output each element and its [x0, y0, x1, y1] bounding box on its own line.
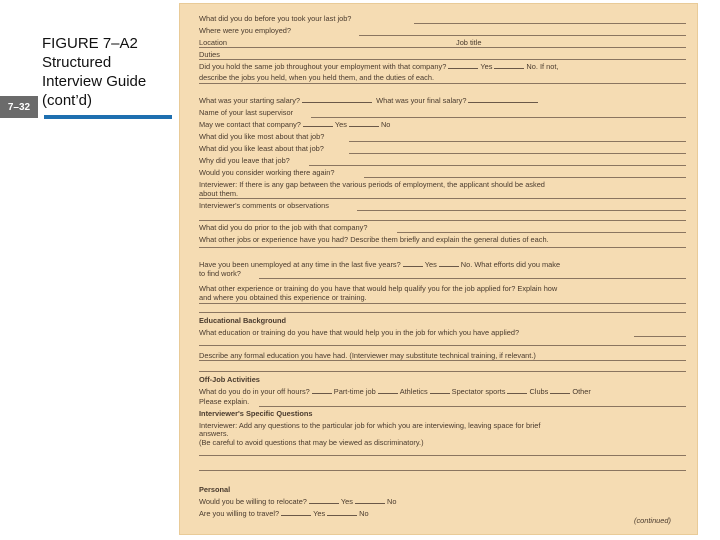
option-no: No	[359, 509, 369, 518]
q-off-hours	[199, 387, 591, 396]
q-like-least: What did you like least about that job?	[199, 144, 324, 153]
option-other: Other	[572, 387, 591, 396]
option-no: No	[386, 497, 397, 506]
answer-line	[199, 470, 686, 471]
answer-line	[199, 59, 686, 60]
section-personal: Personal	[199, 485, 231, 494]
q-describe-jobs: describe the jobs you held, when you held them, and the duties of each.	[199, 73, 435, 82]
q-off-hours-text: What do you do in your off hours?	[199, 387, 310, 396]
slide-number: 7–32	[0, 96, 38, 118]
q-formal-education: Describe any formal education you have had. (Interviewer may substitute technical training, if relevant.)	[199, 351, 536, 360]
discrimination-caution: (Be careful to avoid questions that may be viewed as discriminatory.)	[199, 438, 424, 447]
option-yes: Yes	[480, 62, 493, 71]
option-no: No. What efforts did you make	[460, 260, 561, 269]
q-work-again: Would you consider working there again?	[199, 168, 335, 177]
answer-line	[414, 23, 686, 24]
final-salary-label: What was your final salary?	[376, 96, 467, 105]
q-where-employed: Where were you employed?	[199, 26, 292, 35]
q-travel-text: Are you willing to travel?	[199, 509, 280, 518]
answer-line	[199, 345, 686, 346]
q-prior-job: What did you do prior to the job with that company?	[199, 223, 368, 232]
q-unemployed-text: Have you been unemployed at any time in the last five years?	[199, 260, 401, 269]
answer-line	[199, 220, 686, 221]
caption-line: (cont’d)	[42, 92, 93, 109]
q-other-experience: What other experience or training do you have that would help qualify you for the job applied for? Explain how	[199, 284, 558, 293]
q-why-leave: Why did you leave that job?	[199, 156, 290, 165]
answer-line	[199, 198, 686, 199]
answer-line	[309, 165, 686, 166]
answer-blank	[468, 96, 538, 103]
caption-underline	[44, 115, 172, 119]
answer-blank	[430, 387, 450, 394]
answer-line	[199, 83, 686, 84]
option-clubs: Clubs	[529, 387, 549, 396]
q-before-last-job: What did you do before you took your last job?	[199, 14, 352, 23]
option-no: No. If not,	[526, 62, 559, 71]
answer-line	[634, 336, 686, 337]
answer-blank	[281, 509, 311, 516]
option-spectator-sports: Spectator sports	[451, 387, 506, 396]
caption-line: FIGURE 7–A2	[42, 35, 138, 52]
q-education: What education or training do you have that would help you in the job for which you have applied?	[199, 328, 520, 337]
answer-line	[259, 406, 686, 407]
answer-blank	[448, 62, 478, 69]
option-no: No	[380, 120, 391, 129]
q-contact-text: May we contact that company?	[199, 120, 301, 129]
answer-line	[199, 360, 686, 361]
interviewer-gap-note: Interviewer: If there is any gap between the various periods of employment, the applicant should be asked	[199, 180, 545, 189]
q-travel	[199, 509, 369, 518]
answer-blank	[403, 260, 423, 267]
answer-line	[364, 177, 686, 178]
q-relocate-text: Would you be willing to relocate?	[199, 497, 307, 506]
answer-blank	[494, 62, 524, 69]
q-same-job	[199, 62, 558, 71]
interviewer-add-questions-cont: answers.	[199, 429, 229, 438]
location-label: Location	[199, 38, 227, 47]
section-educational-background: Educational Background	[199, 316, 287, 325]
answer-blank	[355, 497, 385, 504]
q-last-supervisor: Name of your last supervisor	[199, 108, 294, 117]
option-athletics: Athletics	[399, 387, 428, 396]
caption-line: Interview Guide	[42, 73, 147, 90]
q-other-experience-cont: and where you obtained this experience or training.	[199, 293, 367, 302]
option-yes: Yes	[340, 497, 353, 506]
interview-guide-form	[179, 3, 698, 535]
option-part-time-job: Part-time job	[333, 387, 376, 396]
interviewer-add-questions-note: Interviewer: Add any questions to the particular job for which you are interviewing, leaving space for brief	[199, 421, 541, 430]
answer-blank	[550, 387, 570, 394]
please-explain-label: Please explain.	[199, 397, 250, 406]
answer-line	[311, 117, 686, 118]
q-contact-company	[199, 120, 390, 129]
answer-line	[199, 455, 686, 456]
answer-line	[259, 278, 686, 279]
answer-line	[349, 141, 686, 142]
duties-label: Duties	[199, 50, 220, 59]
answer-line	[199, 371, 686, 372]
answer-line	[359, 35, 686, 36]
answer-line	[357, 210, 686, 211]
figure-caption	[42, 34, 177, 110]
continued-note: (continued)	[634, 516, 671, 525]
answer-blank	[303, 120, 333, 127]
interviewer-gap-note-cont: about them.	[199, 189, 239, 198]
answer-line	[199, 312, 686, 313]
caption-line: Structured	[42, 54, 112, 71]
answer-blank	[439, 260, 459, 267]
q-same-job-text: Did you hold the same job throughout your employment with that company?	[199, 62, 447, 71]
q-find-work: to find work?	[199, 269, 241, 278]
q-unemployed	[199, 260, 560, 269]
q-salaries	[199, 96, 540, 105]
starting-salary-label: What was your starting salary?	[199, 96, 301, 105]
answer-blank	[302, 96, 372, 103]
answer-line	[199, 47, 686, 48]
option-yes: Yes	[334, 120, 347, 129]
section-off-job-activities: Off-Job Activities	[199, 375, 260, 384]
answer-blank	[312, 387, 332, 394]
answer-blank	[378, 387, 398, 394]
interviewer-comments-label: Interviewer's comments or observations	[199, 201, 329, 210]
answer-line	[199, 247, 686, 248]
answer-line	[397, 232, 686, 233]
job-title-label: Job title	[456, 38, 482, 47]
answer-blank	[349, 120, 379, 127]
answer-line	[199, 303, 686, 304]
q-other-jobs: What other jobs or experience have you had? Describe them briefly and explain the general duties of each.	[199, 235, 549, 244]
answer-blank	[327, 509, 357, 516]
answer-blank	[309, 497, 339, 504]
answer-line	[349, 153, 686, 154]
answer-blank	[507, 387, 527, 394]
q-relocate	[199, 497, 396, 506]
q-like-most: What did you like most about that job?	[199, 132, 325, 141]
option-yes: Yes	[424, 260, 437, 269]
section-interviewer-questions: Interviewer's Specific Questions	[199, 409, 313, 418]
option-yes: Yes	[313, 509, 326, 518]
